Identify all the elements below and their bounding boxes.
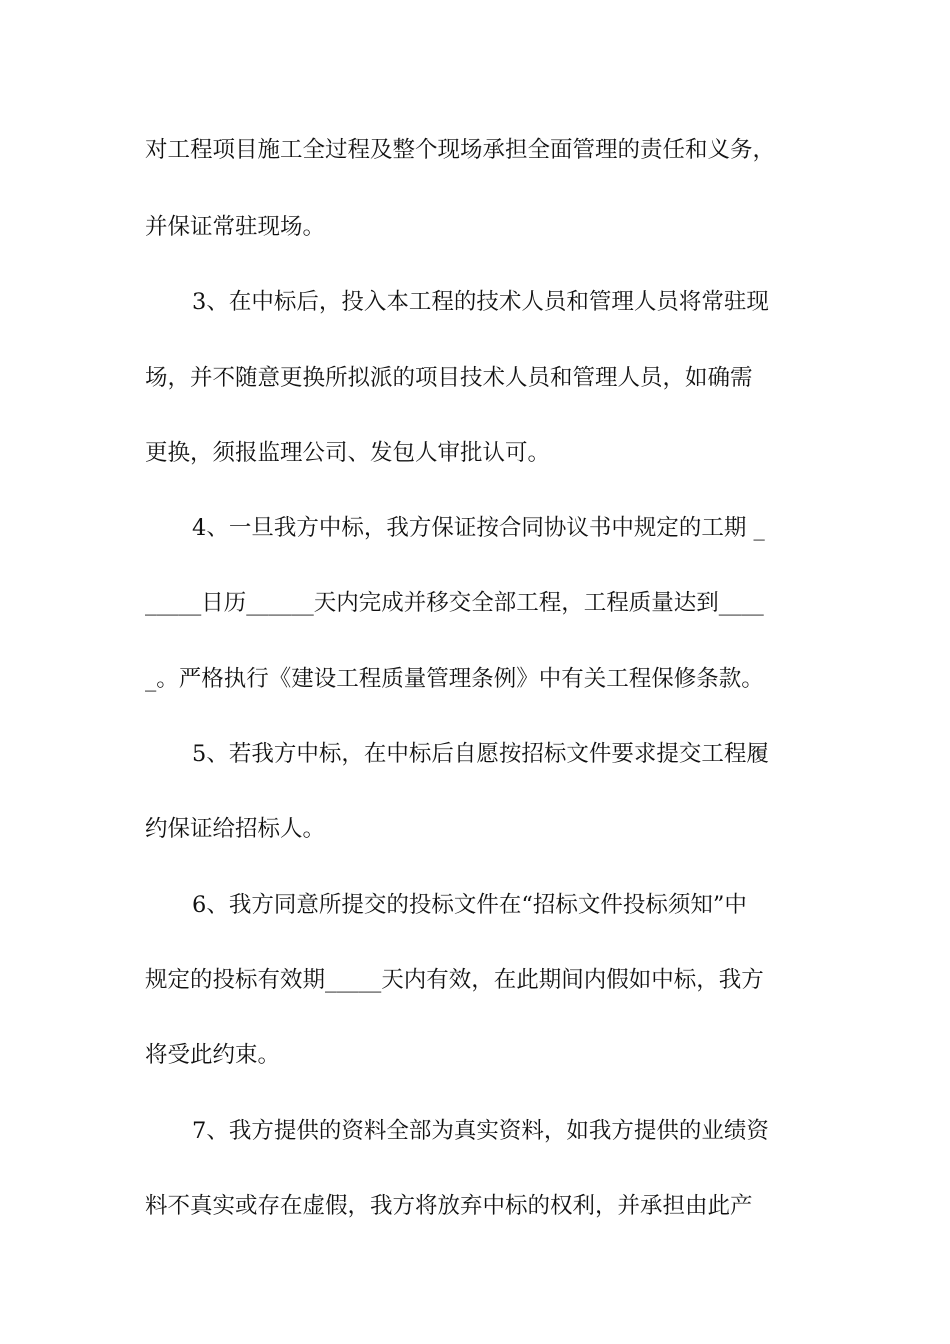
paragraph-7-start: 7、我方提供的资料全部为真实资料，如我方提供的业绩资 bbox=[192, 1118, 769, 1144]
text-line: 约保证给招标人。 bbox=[145, 816, 326, 842]
text-line: 场，并不随意更换所拟派的项目技术人员和管理人员，如确需 bbox=[145, 365, 753, 391]
text-line: _____日历______天内完成并移交全部工程，工程质量达到____ bbox=[145, 590, 764, 616]
text-line: 料不真实或存在虚假，我方将放弃中标的权利，并承担由此产 bbox=[145, 1193, 753, 1219]
text-line: 规定的投标有效期_____天内有效，在此期间内假如中标，我方 bbox=[145, 967, 764, 993]
paragraph-6-start: 6、我方同意所提交的投标文件在“招标文件投标须知”中 bbox=[192, 892, 747, 918]
text-line: _。严格执行《建设工程质量管理条例》中有关工程保修条款。 bbox=[145, 666, 764, 692]
text-line: 更换，须报监理公司、发包人审批认可。 bbox=[145, 440, 551, 466]
paragraph-4-start: 4、一旦我方中标，我方保证按合同协议书中规定的工期 _ bbox=[192, 515, 765, 541]
paragraph-5-start: 5、若我方中标，在中标后自愿按招标文件要求提交工程履 bbox=[192, 741, 769, 767]
text-line: 对工程项目施工全过程及整个现场承担全面管理的责任和义务， bbox=[145, 137, 776, 163]
text-line: 并保证常驻现场。 bbox=[145, 214, 326, 240]
paragraph-3-start: 3、在中标后，投入本工程的技术人员和管理人员将常驻现 bbox=[192, 289, 769, 315]
text-line: 将受此约束。 bbox=[145, 1042, 281, 1068]
